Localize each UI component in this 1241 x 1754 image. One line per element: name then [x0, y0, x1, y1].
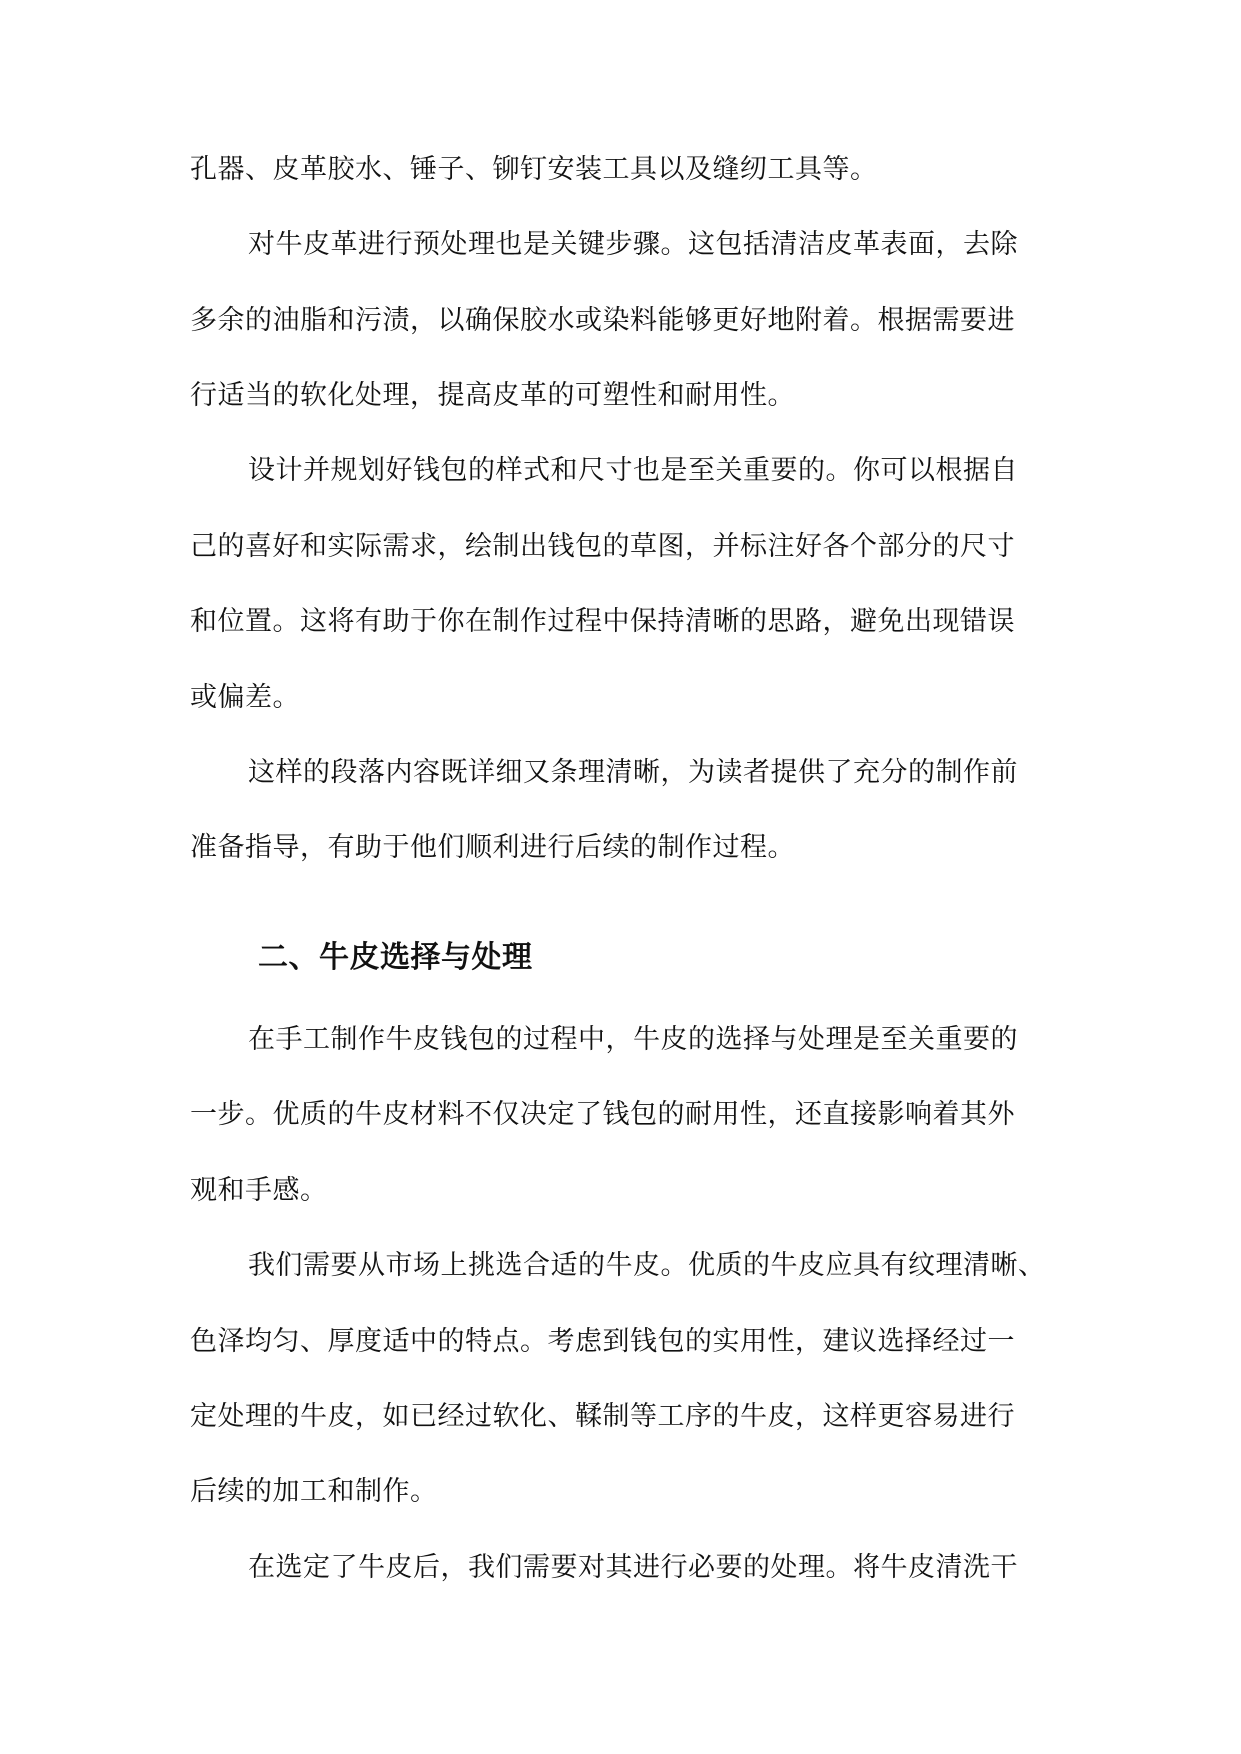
paragraph-line: 设计并规划好钱包的样式和尺寸也是至关重要的。你可以根据自 [248, 455, 1018, 486]
paragraph-line: 或偏差。 [190, 682, 300, 713]
paragraph-line: 和位置。这将有助于你在制作过程中保持清晰的思路，避免出现错误 [190, 606, 1015, 637]
paragraph-line: 一步。优质的牛皮材料不仅决定了钱包的耐用性，还直接影响着其外 [190, 1099, 1015, 1130]
paragraph-line: 多余的油脂和污渍，以确保胶水或染料能够更好地附着。根据需要进 [190, 305, 1015, 336]
paragraph-line: 己的喜好和实际需求，绘制出钱包的草图，并标注好各个部分的尺寸 [190, 531, 1015, 562]
paragraph-line: 在手工制作牛皮钱包的过程中，牛皮的选择与处理是至关重要的 [248, 1024, 1018, 1055]
paragraph-line: 色泽均匀、厚度适中的特点。考虑到钱包的实用性，建议选择经过一 [190, 1326, 1015, 1357]
paragraph-line: 对牛皮革进行预处理也是关键步骤。这包括清洁皮革表面，去除 [248, 229, 1018, 260]
continuation-line: 孔器、皮革胶水、锤子、铆钉安装工具以及缝纫工具等。 [190, 154, 878, 185]
paragraph-line: 行适当的软化处理，提高皮革的可塑性和耐用性。 [190, 380, 795, 411]
paragraph-line: 观和手感。 [190, 1175, 328, 1206]
paragraph-line: 准备指导，有助于他们顺利进行后续的制作过程。 [190, 832, 795, 863]
paragraph-line: 在选定了牛皮后，我们需要对其进行必要的处理。将牛皮清洗干 [248, 1552, 1018, 1583]
paragraph-line: 定处理的牛皮，如已经过软化、鞣制等工序的牛皮，这样更容易进行 [190, 1401, 1015, 1432]
paragraph-line: 这样的段落内容既详细又条理清晰，为读者提供了充分的制作前 [248, 757, 1018, 788]
section-heading: 二、牛皮选择与处理 [258, 940, 533, 975]
paragraph-line: 后续的加工和制作。 [190, 1476, 438, 1507]
paragraph-line: 我们需要从市场上挑选合适的牛皮。优质的牛皮应具有纹理清晰、 [248, 1250, 1046, 1281]
